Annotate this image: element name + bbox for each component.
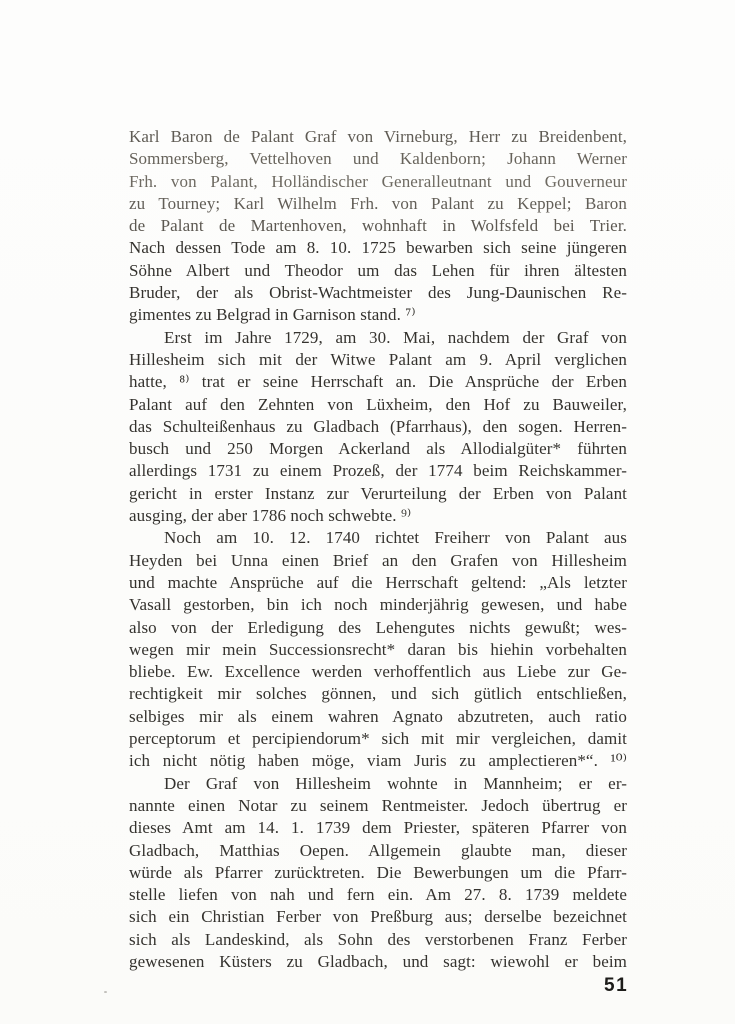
text-line: Frh. von Palant, Holländischer Generalleutnant und Gouverneur — [129, 171, 627, 191]
text-line: gewesenen Küsters zu Gladbach, und sagt: wiewohl er beim — [129, 951, 627, 971]
text-line: Gladbach, Matthias Oepen. Allgemein glaubte man, dieser — [129, 840, 627, 860]
text-line: Nach dessen Tode am 8. 10. 1725 bewarben sich seine jüngeren — [129, 238, 627, 258]
text-line: busch und 250 Morgen Ackerland als Allodialgüter* führten — [129, 439, 627, 459]
text-line: Der Graf von Hillesheim wohnte in Mannheim; er er- — [164, 773, 627, 793]
text-line: Palant auf den Zehnten von Lüxheim, den Hof zu Bauweiler, — [129, 394, 627, 414]
text-line: Erst im Jahre 1729, am 30. Mai, nachdem der Graf von — [164, 327, 627, 347]
paragraph — [129, 327, 627, 528]
text-line: zu Tourney; Karl Wilhelm Frh. von Palant zu Keppel; Baron — [129, 193, 627, 213]
text-line: Heyden bei Unna einen Brief an den Grafen von Hillesheim — [129, 550, 627, 570]
text-line: und machte Ansprüche auf die Herrschaft geltend: „Als letzter — [129, 572, 627, 592]
text-line: allerdings 1731 zu einem Prozeß, der 1774 beim Reichskammer- — [129, 461, 627, 481]
text-line: selbiges mir als einem wahren Agnato abzutreten, auch ratio — [129, 706, 627, 726]
text-line: Noch am 10. 12. 1740 richtet Freiherr von Palant aus — [164, 528, 627, 548]
scan-speck — [104, 991, 107, 993]
text-line: wegen mir mein Successionsrecht* daran bis hiehin vorbehalten — [129, 639, 627, 659]
text-line: rechtigkeit mir solches gönnen, und sich gütlich entschließen, — [129, 684, 627, 704]
text-line: also von der Erledigung des Lehengutes nichts gewußt; wes- — [129, 617, 627, 637]
text-line: sich als Landeskind, als Sohn des verstorbenen Franz Ferber — [129, 929, 627, 949]
text-line: gericht in erster Instanz zur Verurteilung der Erben von Palant — [129, 483, 627, 503]
text-line: Karl Baron de Palant Graf von Virneburg, Herr zu Breidenbent, — [129, 127, 627, 146]
text-line: ich nicht nötig haben möge, viam Juris zu amplectieren*“. ¹⁰⁾ — [129, 751, 627, 771]
text-line: bliebe. Ew. Excellence werden verhoffentlich aus Liebe zur Ge- — [129, 662, 627, 682]
paragraph — [129, 527, 627, 772]
text-line: perceptorum et percipiendorum* sich mit mir vergleichen, damit — [129, 729, 627, 749]
text-line: dieses Amt am 14. 1. 1739 dem Priester, späteren Pfarrer von — [129, 818, 627, 838]
text-line: sich ein Christian Ferber von Preßburg aus; derselbe bezeichnet — [129, 907, 627, 927]
page-text-block — [129, 126, 627, 973]
text-line: hatte, ⁸⁾ trat er seine Herrschaft an. Die Ansprüche der Erben — [129, 372, 627, 392]
text-line: Söhne Albert und Theodor um das Lehen für ihren ältesten — [129, 260, 627, 280]
text-line: Sommersberg, Vettelhoven und Kaldenborn; Johann Werner — [129, 149, 627, 169]
page-number: 51 — [604, 975, 629, 996]
text-line: Hillesheim sich mit der Witwe Palant am 9. April verglichen — [129, 349, 627, 369]
text-line: ausging, der aber 1786 noch schwebte. ⁹⁾ — [129, 506, 412, 526]
text-line: nannte einen Notar zu seinem Rentmeister. Jedoch übertrug er — [129, 795, 627, 815]
text-line: würde als Pfarrer zurücktreten. Die Bewerbungen um die Pfarr- — [129, 862, 627, 882]
text-line: gimentes zu Belgrad in Garnison stand. ⁷⁾ — [129, 305, 416, 325]
text-line: das Schulteißenhaus zu Gladbach (Pfarrhaus), den sogen. Herren- — [129, 416, 627, 436]
text-line: stelle liefen von nah und fern ein. Am 27. 8. 1739 meldete — [129, 885, 627, 905]
text-line: de Palant de Martenhoven, wohnhaft in Wolfsfeld bei Trier. — [129, 216, 627, 236]
text-line: Bruder, der als Obrist-Wachtmeister des Jung-Daunischen Re- — [129, 283, 627, 303]
paragraph — [129, 773, 627, 974]
text-line: Vasall gestorben, bin ich noch minderjährig gewesen, und habe — [129, 595, 627, 615]
paragraph — [129, 126, 627, 327]
